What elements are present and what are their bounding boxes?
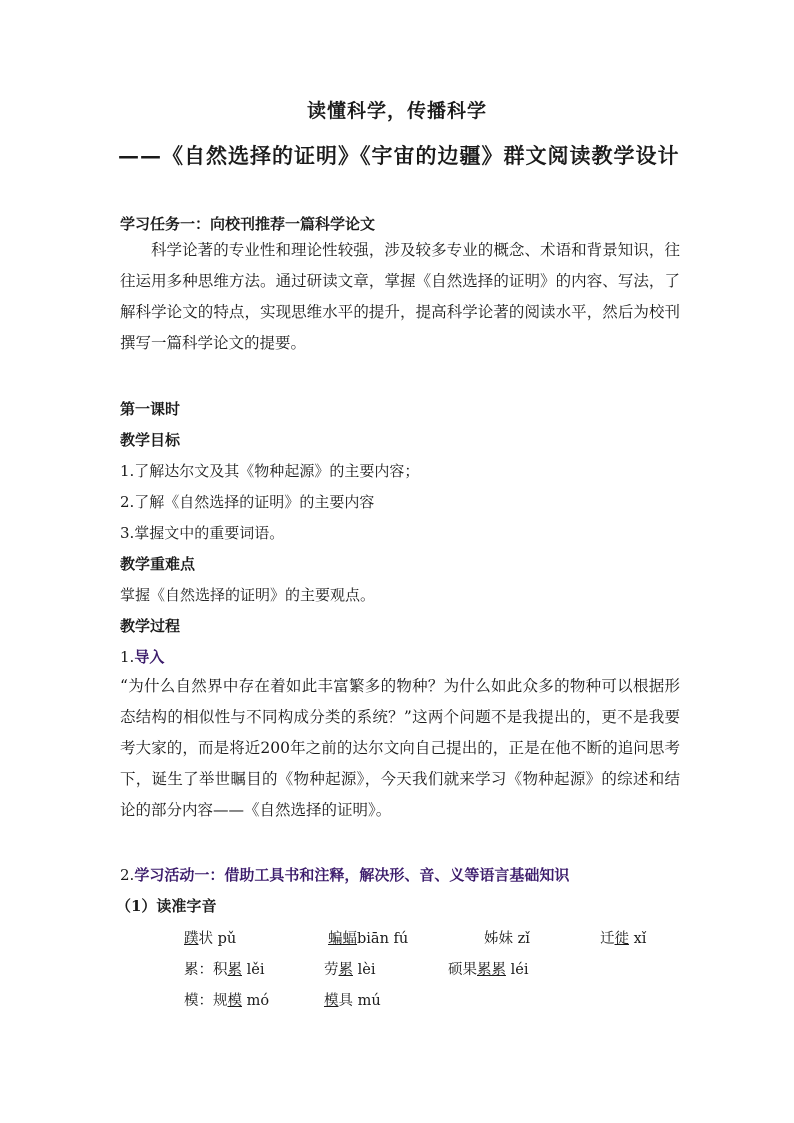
step1-heading (120, 646, 164, 667)
key-points-heading: 教学重难点 (120, 555, 196, 573)
pron-item: 蹼状 pǔ (184, 931, 237, 947)
goals-heading: 教学目标 (120, 431, 181, 449)
pron-item: 劳累 lèi (324, 962, 376, 978)
goal-item-2: 2.了解《自然选择的证明》的主要内容 (120, 493, 375, 511)
task1-heading: 学习任务一：向校刊推荐一篇科学论文 (120, 215, 376, 233)
pron-item: 蝙蝠biān fú (328, 931, 409, 947)
intro-paragraph: “为什么自然界中存在着如此丰富繁多的物种？为什么如此众多的物种可以根据形态结构的相似性与不同构成分类的系统？”这两个问题不是我提出的，更不是我要考大家的，而是将近200年之前的达尔文向自己提出的，正是在他不断的追问思考下，诞生了举世瞩目的《物种起源》，今天我们就来学习《物种起源》的综述和结论的部分内容——《自然选择的证明》。 (120, 677, 680, 819)
document-subtitle: ——《自然选择的证明》《宇宙的边疆》群文阅读教学设计 (118, 143, 680, 168)
step2-heading (120, 864, 569, 885)
document-title: 读懂科学，传播科学 (306, 100, 487, 122)
step1-label: 导入 (134, 648, 165, 666)
pron-item: 累：积累 lěi (184, 962, 265, 978)
key-points-text: 掌握《自然选择的证明》的主要观点。 (120, 586, 376, 604)
step2-label: 学习活动一：借助工具书和注释，解决形、音、义等语言基础知识 (134, 866, 570, 884)
process-heading: 教学过程 (120, 617, 181, 635)
step2-number: 2. (120, 866, 135, 884)
goal-item-1: 1.了解达尔文及其《物种起源》的主要内容； (120, 462, 420, 480)
pron-item: 姊妹 zǐ (484, 931, 530, 947)
pron-item: 模具 mú (324, 993, 381, 1009)
sub1-heading: （1）读准字音 (116, 897, 217, 915)
pron-item: 模：规模 mó (184, 993, 270, 1009)
task1-paragraph: 科学论著的专业性和理论性较强，涉及较多专业的概念、术语和背景知识，往往运用多种思维方法。通过研读文章，掌握《自然选择的证明》的内容、写法，了解科学论文的特点，实现思维水平的提升，提高科学论著的阅读水平，然后为校刊撰写一篇科学论文的提要。 (120, 241, 680, 352)
goal-item-3: 3.掌握文中的重要词语。 (120, 524, 285, 542)
pron-item: 硕果累累 léi (448, 962, 529, 978)
pron-item: 迁徙 xǐ (600, 931, 647, 947)
lesson-title: 第一课时 (120, 400, 181, 418)
step1-number: 1. (120, 648, 135, 666)
